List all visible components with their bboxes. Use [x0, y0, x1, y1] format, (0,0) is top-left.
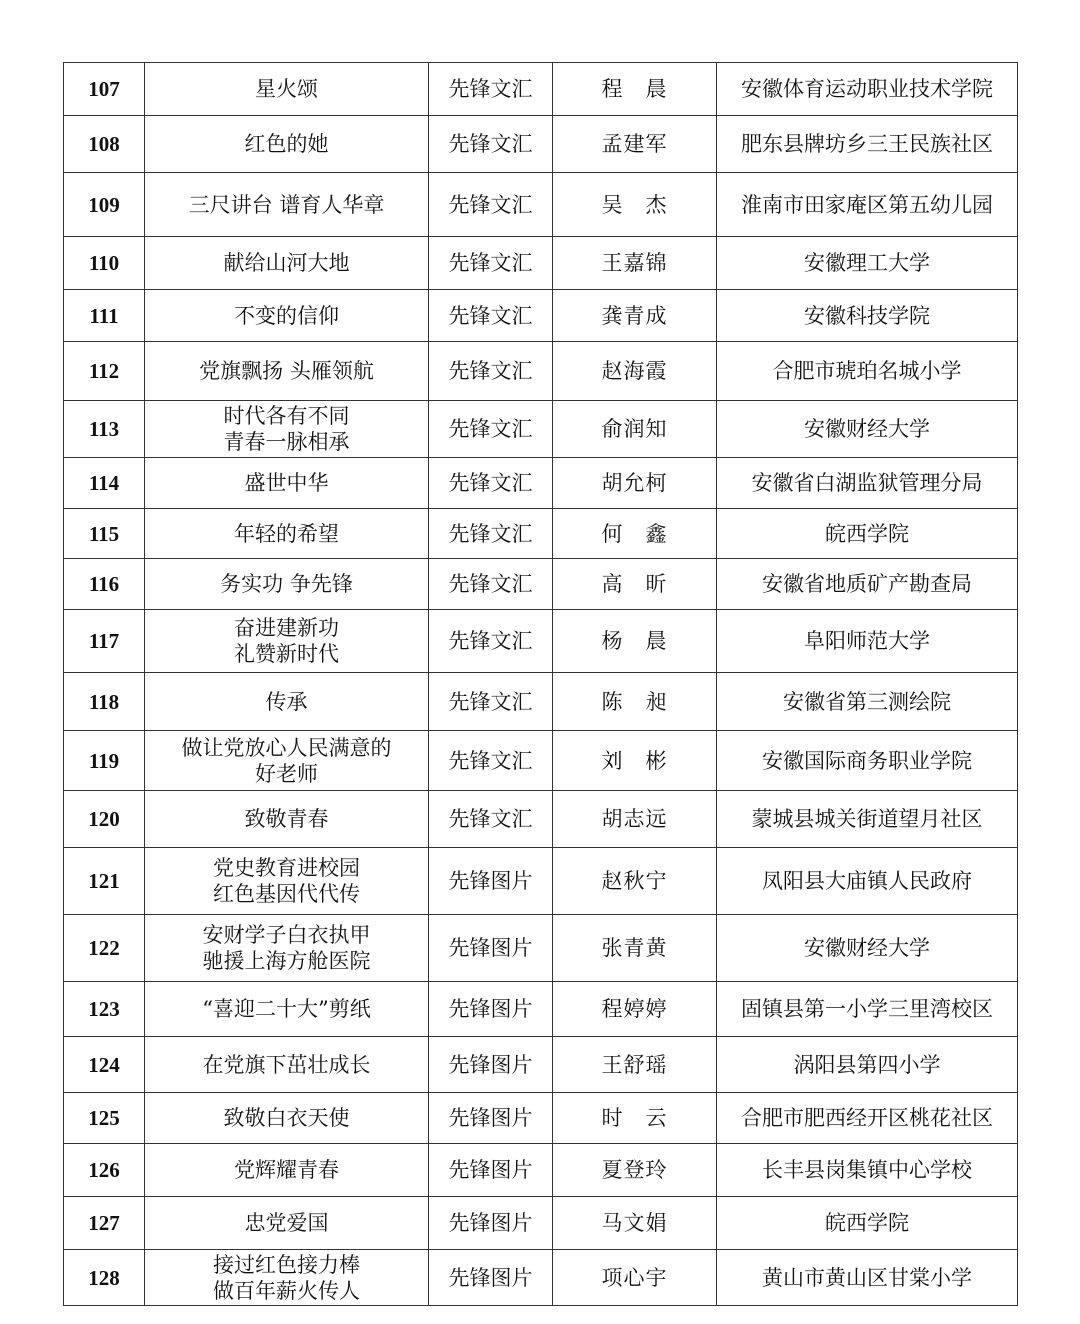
table-row	[64, 401, 1018, 458]
table-row	[64, 342, 1018, 401]
table-row	[64, 848, 1018, 915]
entry-number: 119	[64, 731, 145, 791]
entry-number: 122	[64, 915, 145, 982]
author-organization: 合肥市琥珀名城小学	[717, 342, 1018, 401]
table-row	[64, 673, 1018, 731]
work-category: 先锋文汇	[429, 791, 553, 848]
entry-number: 128	[64, 1250, 145, 1306]
work-category: 先锋图片	[429, 982, 553, 1037]
entry-number: 113	[64, 401, 145, 458]
work-title-line: 驰援上海方舱医院	[202, 949, 371, 973]
work-title-line: 务实功 争先锋	[220, 572, 353, 596]
work-category: 先锋文汇	[429, 116, 553, 173]
author-organization: 淮南市田家庵区第五幼儿园	[717, 173, 1018, 237]
work-category: 先锋文汇	[429, 401, 553, 458]
author-organization: 蒙城县城关街道望月社区	[717, 791, 1018, 848]
entry-number: 116	[64, 559, 145, 610]
work-category: 先锋文汇	[429, 290, 553, 342]
work-category: 先锋文汇	[429, 559, 553, 610]
author-name: 胡志远	[553, 791, 717, 848]
author-organization: 涡阳县第四小学	[717, 1037, 1018, 1093]
work-title-line: 好老师	[255, 761, 318, 786]
author-organization: 安徽财经大学	[717, 915, 1018, 982]
table-row	[64, 290, 1018, 342]
author-organization: 安徽国际商务职业学院	[717, 731, 1018, 791]
author-organization: 安徽科技学院	[717, 290, 1018, 342]
author-name: 刘 彬	[553, 731, 717, 791]
work-title	[145, 290, 429, 342]
author-name: 陈 昶	[553, 673, 717, 731]
author-organization: 皖西学院	[717, 509, 1018, 559]
author-organization: 安徽理工大学	[717, 237, 1018, 290]
work-category: 先锋文汇	[429, 610, 553, 673]
award-list-table	[63, 62, 1018, 1306]
work-title-line: 红色的她	[244, 132, 329, 156]
author-name: 时 云	[553, 1093, 717, 1144]
table-row	[64, 791, 1018, 848]
work-title-line: 时代各有不同	[223, 404, 350, 428]
work-title-line: 不变的信仰	[234, 303, 339, 328]
entry-number: 125	[64, 1093, 145, 1144]
work-category: 先锋文汇	[429, 731, 553, 791]
work-title	[145, 1144, 429, 1197]
entry-number: 127	[64, 1197, 145, 1250]
table-row	[64, 1250, 1018, 1306]
entry-number: 112	[64, 342, 145, 401]
table-row	[64, 173, 1018, 237]
entry-number: 109	[64, 173, 145, 237]
work-title-line: 党辉耀青春	[234, 1158, 339, 1182]
author-organization: 阜阳师范大学	[717, 610, 1018, 673]
work-title-line: 红色基因代代传	[213, 882, 360, 906]
work-title	[145, 458, 429, 509]
work-category: 先锋文汇	[429, 63, 553, 116]
work-title-line: 年轻的希望	[234, 521, 339, 546]
author-organization: 安徽体育运动职业技术学院	[717, 63, 1018, 116]
author-name: 王舒瑶	[553, 1037, 717, 1093]
work-title	[145, 1093, 429, 1144]
work-title	[145, 731, 429, 791]
author-organization: 凤阳县大庙镇人民政府	[717, 848, 1018, 915]
author-organization: 肥东县牌坊乡三王民族社区	[717, 116, 1018, 173]
table-row	[64, 63, 1018, 116]
entry-number: 124	[64, 1037, 145, 1093]
author-name: 高 昕	[553, 559, 717, 610]
work-title	[145, 791, 429, 848]
entry-number: 120	[64, 791, 145, 848]
work-title-line: 党旗飘扬 头雁领航	[199, 359, 374, 383]
author-name: 张青黄	[553, 915, 717, 982]
author-name: 程婷婷	[553, 982, 717, 1037]
work-title	[145, 173, 429, 237]
work-title-line: 做让党放心人民满意的	[181, 735, 392, 760]
work-title-line: 接过红色接力棒	[213, 1252, 360, 1277]
work-title-line: 三尺讲台 谱育人华章	[188, 192, 385, 217]
entry-number: 117	[64, 610, 145, 673]
entry-number: 123	[64, 982, 145, 1037]
work-title-line: 致敬青春	[244, 807, 329, 831]
work-category: 先锋图片	[429, 1037, 553, 1093]
entry-number: 121	[64, 848, 145, 915]
work-category: 先锋图片	[429, 915, 553, 982]
work-category: 先锋文汇	[429, 237, 553, 290]
author-name: 何 鑫	[553, 509, 717, 559]
work-title-line: 奋进建新功	[234, 616, 339, 640]
author-organization: 黄山市黄山区甘棠小学	[717, 1250, 1018, 1306]
entry-number: 110	[64, 237, 145, 290]
work-title-line: 做百年薪火传人	[213, 1278, 360, 1303]
author-name: 程 晨	[553, 63, 717, 116]
author-name: 杨 晨	[553, 610, 717, 673]
table-row	[64, 1093, 1018, 1144]
work-category: 先锋文汇	[429, 173, 553, 237]
table-row	[64, 731, 1018, 791]
work-title	[145, 342, 429, 401]
author-organization: 安徽财经大学	[717, 401, 1018, 458]
work-title	[145, 559, 429, 610]
author-name: 王嘉锦	[553, 237, 717, 290]
author-name: 龚青成	[553, 290, 717, 342]
work-title	[145, 1250, 429, 1306]
author-organization: 固镇县第一小学三里湾校区	[717, 982, 1018, 1037]
work-title	[145, 237, 429, 290]
work-category: 先锋文汇	[429, 673, 553, 731]
work-category: 先锋文汇	[429, 342, 553, 401]
work-title-line: 党史教育进校园	[213, 856, 360, 880]
work-category: 先锋图片	[429, 848, 553, 915]
table-row	[64, 915, 1018, 982]
author-organization: 安徽省地质矿产勘查局	[717, 559, 1018, 610]
entry-number: 126	[64, 1144, 145, 1197]
work-title	[145, 915, 429, 982]
author-name: 赵海霞	[553, 342, 717, 401]
author-name: 赵秋宁	[553, 848, 717, 915]
table-row	[64, 509, 1018, 559]
table-row	[64, 237, 1018, 290]
work-category: 先锋图片	[429, 1144, 553, 1197]
work-title	[145, 982, 429, 1037]
work-category: 先锋图片	[429, 1250, 553, 1306]
work-title	[145, 509, 429, 559]
work-title	[145, 63, 429, 116]
author-name: 孟建军	[553, 116, 717, 173]
author-organization: 皖西学院	[717, 1197, 1018, 1250]
work-title-line: 传承	[265, 689, 308, 714]
table-row	[64, 1144, 1018, 1197]
work-title-line: 献给山河大地	[223, 251, 350, 275]
work-title-line: 礼赞新时代	[234, 642, 339, 666]
author-name: 俞润知	[553, 401, 717, 458]
entry-number: 108	[64, 116, 145, 173]
work-category: 先锋文汇	[429, 458, 553, 509]
table-row	[64, 610, 1018, 673]
entry-number: 114	[64, 458, 145, 509]
work-title	[145, 673, 429, 731]
author-name: 马文娟	[553, 1197, 717, 1250]
work-title	[145, 116, 429, 173]
work-title-line: 忠党爱国	[244, 1211, 329, 1235]
author-name: 胡允柯	[553, 458, 717, 509]
work-title	[145, 401, 429, 458]
author-organization: 长丰县岗集镇中心学校	[717, 1144, 1018, 1197]
award-list-body	[64, 63, 1018, 1306]
table-row	[64, 1197, 1018, 1250]
work-category: 先锋图片	[429, 1093, 553, 1144]
work-title-line: “喜迎二十大”剪纸	[202, 997, 371, 1021]
work-title	[145, 848, 429, 915]
work-title	[145, 1197, 429, 1250]
author-name: 吴 杰	[553, 173, 717, 237]
entry-number: 118	[64, 673, 145, 731]
author-name: 项心宇	[553, 1250, 717, 1306]
table-row	[64, 116, 1018, 173]
work-title-line: 青春一脉相承	[223, 430, 350, 454]
author-organization: 安徽省白湖监狱管理分局	[717, 458, 1018, 509]
entry-number: 111	[64, 290, 145, 342]
work-title-line: 在党旗下茁壮成长	[202, 1052, 371, 1077]
work-title	[145, 610, 429, 673]
table-row	[64, 1037, 1018, 1093]
table-row	[64, 559, 1018, 610]
work-title-line: 致敬白衣天使	[223, 1106, 350, 1130]
work-title-line: 盛世中华	[244, 471, 329, 495]
author-organization: 安徽省第三测绘院	[717, 673, 1018, 731]
work-title-line: 安财学子白衣执甲	[202, 923, 371, 947]
work-title	[145, 1037, 429, 1093]
author-organization: 合肥市肥西经开区桃花社区	[717, 1093, 1018, 1144]
table-row	[64, 982, 1018, 1037]
entry-number: 107	[64, 63, 145, 116]
table-row	[64, 458, 1018, 509]
work-category: 先锋文汇	[429, 509, 553, 559]
work-title-line: 星火颂	[255, 77, 318, 101]
work-category: 先锋图片	[429, 1197, 553, 1250]
entry-number: 115	[64, 509, 145, 559]
author-name: 夏登玲	[553, 1144, 717, 1197]
